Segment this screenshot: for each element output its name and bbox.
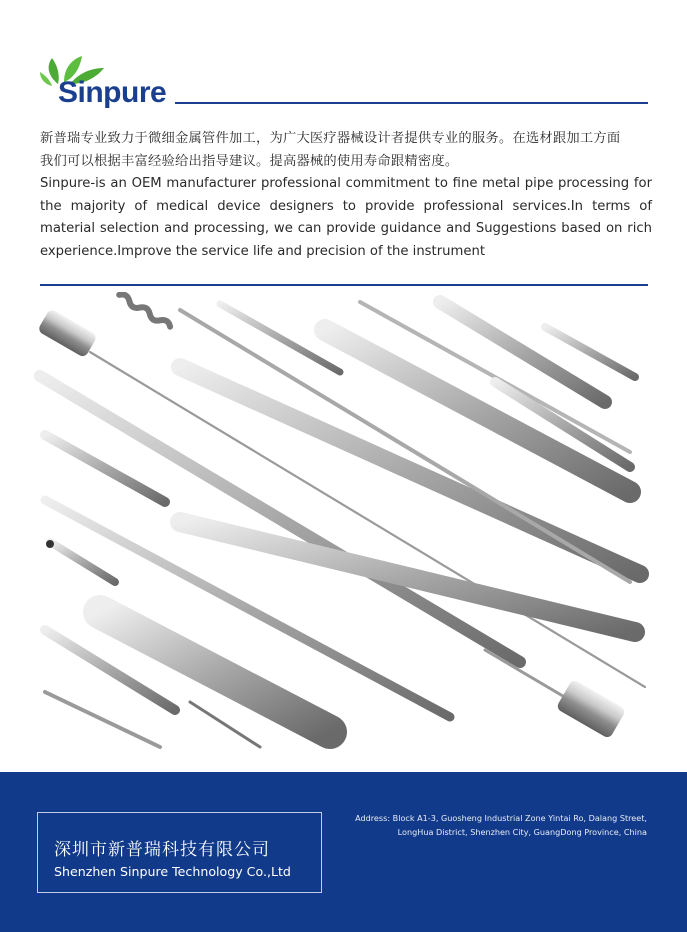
logo-wordmark: Sinpure [58,76,167,109]
company-name-box [37,812,322,893]
intro-cn-line-2: 我们可以根据丰富经验给出指导建议。提高器械的使用寿命跟精密度。 [40,154,459,169]
header-divider [175,102,648,104]
company-address [355,812,647,839]
address-line-2: LongHua District, Shenzhen City, GuangDong Province, China [397,826,647,837]
intro-cn-line-1: 新普瑞专业致力于微细金属管件加工，为广大医疗器械设计者提供专业的服务。在选材跟加工方面 [40,131,621,146]
address-line-1: Address: Block A1-3, Guosheng Industrial Zone Yintai Ro, Dalang Street, [355,813,647,823]
intro-en-paragraph: Sinpure-is an OEM manufacturer professional commitment to fine metal pipe processing for the majority of medical device designers to provide professional services.In terms of material selection and processing, we can provide guidance and Suggestions based on rich experience.Improve the service life and precision of the instrument [40,176,652,259]
footer-bar [0,772,687,932]
company-name-cn: 深圳市新普瑞科技有限公司 [54,840,270,860]
section-divider [40,284,648,286]
metal-tubes-photo [30,292,660,768]
sinpure-logo [38,50,178,110]
company-name-en: Shenzhen Sinpure Technology Co.,Ltd [54,864,291,879]
intro-text [40,127,652,263]
